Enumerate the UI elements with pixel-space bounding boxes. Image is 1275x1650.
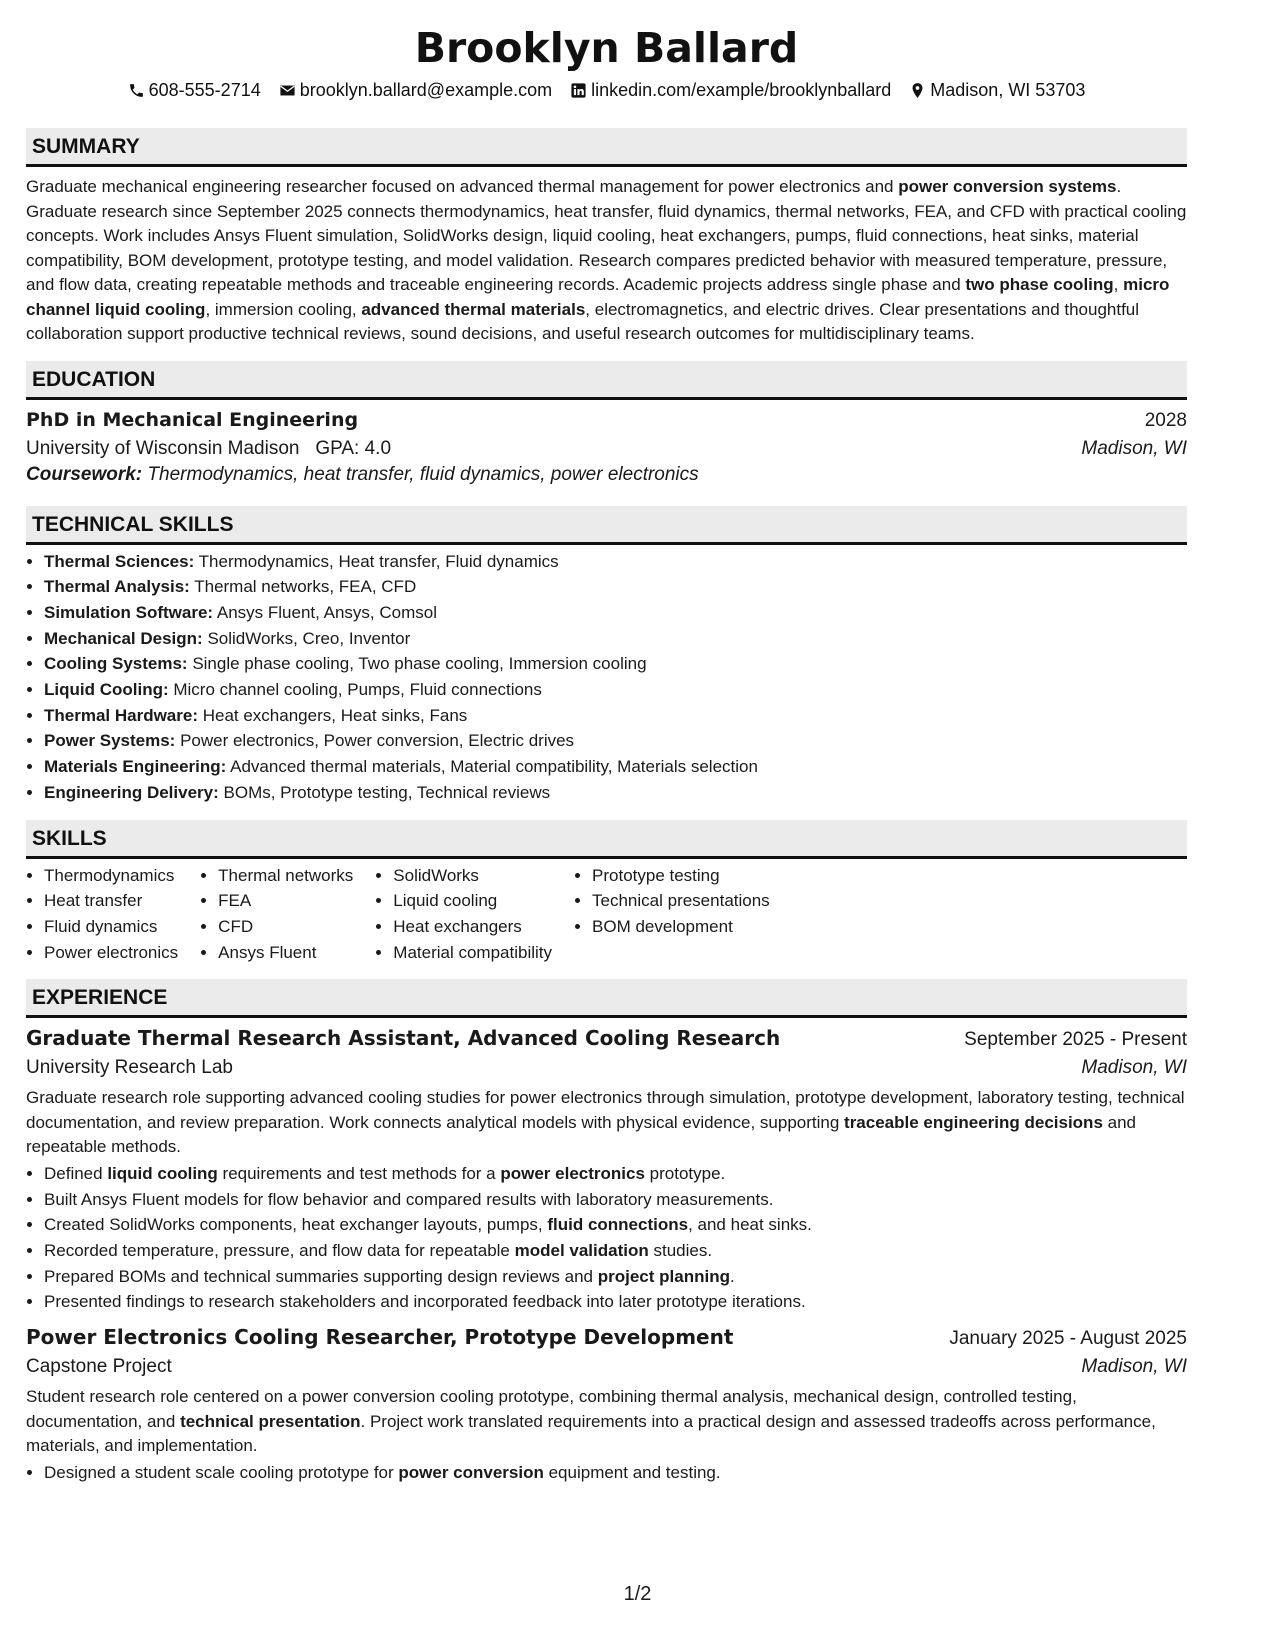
bullet-text: Prepared BOMs and technical summaries supporting design reviews and xyxy=(44,1266,598,1286)
list-item: • Liquid cooling xyxy=(393,888,552,914)
list-item: • Heat transfer xyxy=(44,888,178,914)
list-item: • BOM development xyxy=(592,914,770,940)
skills-grid xyxy=(26,863,1187,966)
section-heading-skills: SKILLS xyxy=(26,820,1187,859)
summary-section xyxy=(26,128,1187,347)
list-item xyxy=(44,574,1187,600)
list-item xyxy=(44,677,1187,703)
skills-section xyxy=(26,820,1187,966)
bullet-text: Recorded temperature, pressure, and flow data for repeatable xyxy=(44,1240,515,1260)
job-dates: January 2025 - August 2025 xyxy=(949,1328,1187,1350)
skill-category: Liquid Cooling: xyxy=(44,680,169,700)
organization: University Research Lab xyxy=(26,1057,233,1079)
contact-email[interactable] xyxy=(279,78,552,102)
list-item xyxy=(44,1161,1187,1187)
description-text: and repeatable methods. xyxy=(26,1112,1136,1157)
job-bullets xyxy=(26,1460,1187,1486)
summary-paragraph xyxy=(26,175,1187,347)
technical-skills-list xyxy=(26,549,1187,806)
summary-highlight: micro channel liquid cooling xyxy=(26,275,1170,319)
list-item: • Thermodynamics xyxy=(44,863,178,889)
technical-skills-section xyxy=(26,506,1187,806)
bullet-text: . xyxy=(729,1266,735,1286)
bullet-text: studies. xyxy=(648,1240,713,1260)
summary-highlight: power conversion systems xyxy=(898,177,1117,196)
summary-text: , immersion cooling, xyxy=(205,299,362,319)
school-name: University of Wisconsin Madison xyxy=(26,437,300,459)
list-item xyxy=(44,1238,1187,1264)
bullet-text: Created SolidWorks components, heat exchanger layouts, pumps, xyxy=(44,1215,548,1235)
skill-values: Thermal networks, FEA, CFD xyxy=(189,577,417,597)
bullet-text: prototype. xyxy=(644,1163,726,1183)
job-description xyxy=(26,1086,1187,1160)
linkedin-icon xyxy=(570,82,587,99)
list-item: • FEA xyxy=(218,888,353,914)
bullet-text: Built Ansys Fluent models for flow behavior and compared results with laboratory measurements. xyxy=(44,1189,774,1209)
description-highlight: technical presentation xyxy=(180,1411,361,1431)
list-item xyxy=(44,1187,1187,1213)
skill-values: SolidWorks, Creo, Inventor xyxy=(202,628,411,648)
contact-location xyxy=(909,78,1085,102)
education-sub-row xyxy=(26,438,1187,460)
description-text: . Project work translated requirements into a practical design and assessed tradeoffs across performance, materials, and implementation. xyxy=(26,1411,1156,1456)
description-highlight: traceable engineering decisions xyxy=(844,1112,1103,1132)
list-item xyxy=(44,600,1187,626)
list-item xyxy=(44,1289,1187,1315)
skills-column xyxy=(200,863,353,966)
summary-text: , xyxy=(1113,275,1124,294)
job-title: Graduate Thermal Research Assistant, Advanced Cooling Research xyxy=(26,1026,781,1051)
email-text: brooklyn.ballard@example.com xyxy=(299,80,553,100)
coursework-line xyxy=(26,464,1187,486)
organization: Capstone Project xyxy=(26,1356,172,1378)
skill-category: Mechanical Design: xyxy=(44,628,203,648)
job-dates: September 2025 - Present xyxy=(964,1029,1187,1051)
skill-values: Single phase cooling, Two phase cooling, Immersion cooling xyxy=(187,654,647,674)
coursework-label: Coursework: xyxy=(26,463,143,485)
skill-category: Power Systems: xyxy=(44,731,176,751)
contact-bar xyxy=(26,78,1187,102)
skill-category: Thermal Analysis: xyxy=(44,577,190,597)
list-item: • Prototype testing xyxy=(592,863,770,889)
summary-highlight: two phase cooling xyxy=(965,275,1114,294)
location-text: Madison, WI 53703 xyxy=(930,80,1086,100)
experience-header-row xyxy=(26,1026,1187,1051)
description-text: Student research role centered on a power conversion cooling prototype, combining thermal analysis, mechanical design, controlled testing, documentation, and xyxy=(26,1387,1077,1431)
list-item xyxy=(44,1264,1187,1290)
skill-values: Micro channel cooling, Pumps, Fluid connections xyxy=(168,680,542,700)
job-title: Power Electronics Cooling Researcher, Prototype Development xyxy=(26,1325,734,1350)
list-item: • Thermal networks xyxy=(218,863,353,889)
skills-column xyxy=(574,863,770,966)
description-text: Graduate research role supporting advanced cooling studies for power electronics through simulation, prototype development, laboratory testing, technical documentation, and review preparation. Work connects analytical models with physical evidence, supporting xyxy=(26,1088,1185,1132)
list-item xyxy=(44,1460,1187,1486)
skill-values: Ansys Fluent, Ansys, Comsol xyxy=(213,602,437,622)
bullet-highlight: project planning xyxy=(597,1266,730,1286)
experience-section xyxy=(26,979,1187,1485)
list-item xyxy=(44,754,1187,780)
skill-values: Thermodynamics, Heat transfer, Fluid dynamics xyxy=(194,551,559,571)
list-item xyxy=(44,703,1187,729)
list-item: • Heat exchangers xyxy=(393,914,552,940)
skill-values: Power electronics, Power conversion, Electric drives xyxy=(175,731,575,751)
list-item: • SolidWorks xyxy=(393,863,552,889)
degree-title: PhD in Mechanical Engineering xyxy=(26,408,359,431)
summary-highlight: advanced thermal materials xyxy=(361,299,586,319)
summary-text: , electromagnetics, and electric drives. Clear presentations and thoughtful collaboration support productive technical reviews, sound decisions, and useful research outcomes for multidisciplinary teams. xyxy=(26,299,1140,343)
list-item xyxy=(44,549,1187,575)
list-item: • Power electronics xyxy=(44,940,178,966)
gpa: GPA: 4.0 xyxy=(315,437,392,459)
bullet-highlight: power conversion xyxy=(398,1462,544,1482)
skills-column xyxy=(26,863,178,966)
graduation-year: 2028 xyxy=(1144,409,1187,431)
job-description xyxy=(26,1385,1187,1459)
bullet-highlight: liquid cooling xyxy=(107,1163,218,1183)
list-item: • Technical presentations xyxy=(592,888,770,914)
skill-values: BOMs, Prototype testing, Technical reviews xyxy=(218,782,551,802)
bullet-text: equipment and testing. xyxy=(543,1462,721,1482)
section-heading-experience: EXPERIENCE xyxy=(26,979,1187,1018)
linkedin-text: linkedin.com/example/brooklynballard xyxy=(591,80,892,100)
job-location: Madison, WI xyxy=(1081,1057,1187,1079)
phone-icon xyxy=(128,82,145,99)
skill-category: Engineering Delivery: xyxy=(44,782,219,802)
bullet-text: requirements and test methods for a xyxy=(217,1163,501,1183)
section-heading-summary: SUMMARY xyxy=(26,128,1187,167)
summary-text: . Graduate research since September 2025 connects thermodynamics, heat transfer, fluid dynamics, thermal networks, FEA, and CFD with practical cooling concepts. Work includes Ansys Fluent simulation, SolidWorks design, liquid cooling, heat exchangers, pumps, fluid connections, heat sinks, material compatibility, BOM development, prototype testing, and model validation. Research compares predicted behavior with measured temperature, pressure, and flow data, creating repeatable methods and traceable engineering records. Academic projects address single phase and xyxy=(26,177,1187,294)
list-item xyxy=(44,651,1187,677)
list-item: • Fluid dynamics xyxy=(44,914,178,940)
bullet-text: Designed a student scale cooling prototype for xyxy=(44,1462,399,1482)
coursework-text: Thermodynamics, heat transfer, fluid dynamics, power electronics xyxy=(142,463,699,485)
contact-linkedin[interactable] xyxy=(570,78,891,102)
experience-entry xyxy=(26,1325,1187,1485)
education-section xyxy=(26,361,1187,486)
bullet-highlight: model validation xyxy=(514,1240,649,1260)
candidate-name: Brooklyn Ballard xyxy=(414,24,799,72)
section-heading-technical-skills: TECHNICAL SKILLS xyxy=(26,506,1187,545)
job-location: Madison, WI xyxy=(1081,1356,1187,1378)
bullet-text: Presented findings to research stakeholders and incorporated feedback into later prototype iterations. xyxy=(44,1292,806,1312)
list-item: • Material compatibility xyxy=(393,940,552,966)
list-item: • Ansys Fluent xyxy=(218,940,353,966)
list-item xyxy=(44,1212,1187,1238)
bullet-text: Defined xyxy=(44,1163,108,1183)
experience-header-row xyxy=(26,1325,1187,1350)
skill-category: Cooling Systems: xyxy=(44,654,188,674)
skill-category: Thermal Sciences: xyxy=(44,551,195,571)
experience-sub-row xyxy=(26,1057,1187,1079)
bullet-highlight: fluid connections xyxy=(547,1215,689,1235)
list-item xyxy=(44,728,1187,754)
list-item: • CFD xyxy=(218,914,353,940)
envelope-icon xyxy=(279,82,296,99)
school-location: Madison, WI xyxy=(1081,437,1187,459)
skill-category: Simulation Software: xyxy=(44,602,214,622)
list-item xyxy=(44,626,1187,652)
page-number: 1/2 xyxy=(623,1583,652,1605)
job-bullets xyxy=(26,1161,1187,1315)
school-line xyxy=(26,438,391,460)
section-heading-education: EDUCATION xyxy=(26,361,1187,400)
map-pin-icon xyxy=(909,82,926,99)
skill-values: Heat exchangers, Heat sinks, Fans xyxy=(198,705,468,725)
contact-phone[interactable] xyxy=(128,78,261,102)
skill-category: Thermal Hardware: xyxy=(44,705,198,725)
summary-text: Graduate mechanical engineering researcher focused on advanced thermal management for power electronics and xyxy=(26,177,899,196)
skill-values: Advanced thermal materials, Material compatibility, Materials selection xyxy=(226,757,758,777)
experience-sub-row xyxy=(26,1356,1187,1378)
phone-text: 608-555-2714 xyxy=(148,80,261,100)
experience-entry xyxy=(26,1026,1187,1315)
bullet-highlight: power electronics xyxy=(500,1163,645,1183)
skills-column xyxy=(375,863,552,966)
education-header-row xyxy=(26,409,1187,432)
skill-category: Materials Engineering: xyxy=(44,757,227,777)
list-item xyxy=(44,780,1187,806)
bullet-text: , and heat sinks. xyxy=(688,1215,812,1235)
